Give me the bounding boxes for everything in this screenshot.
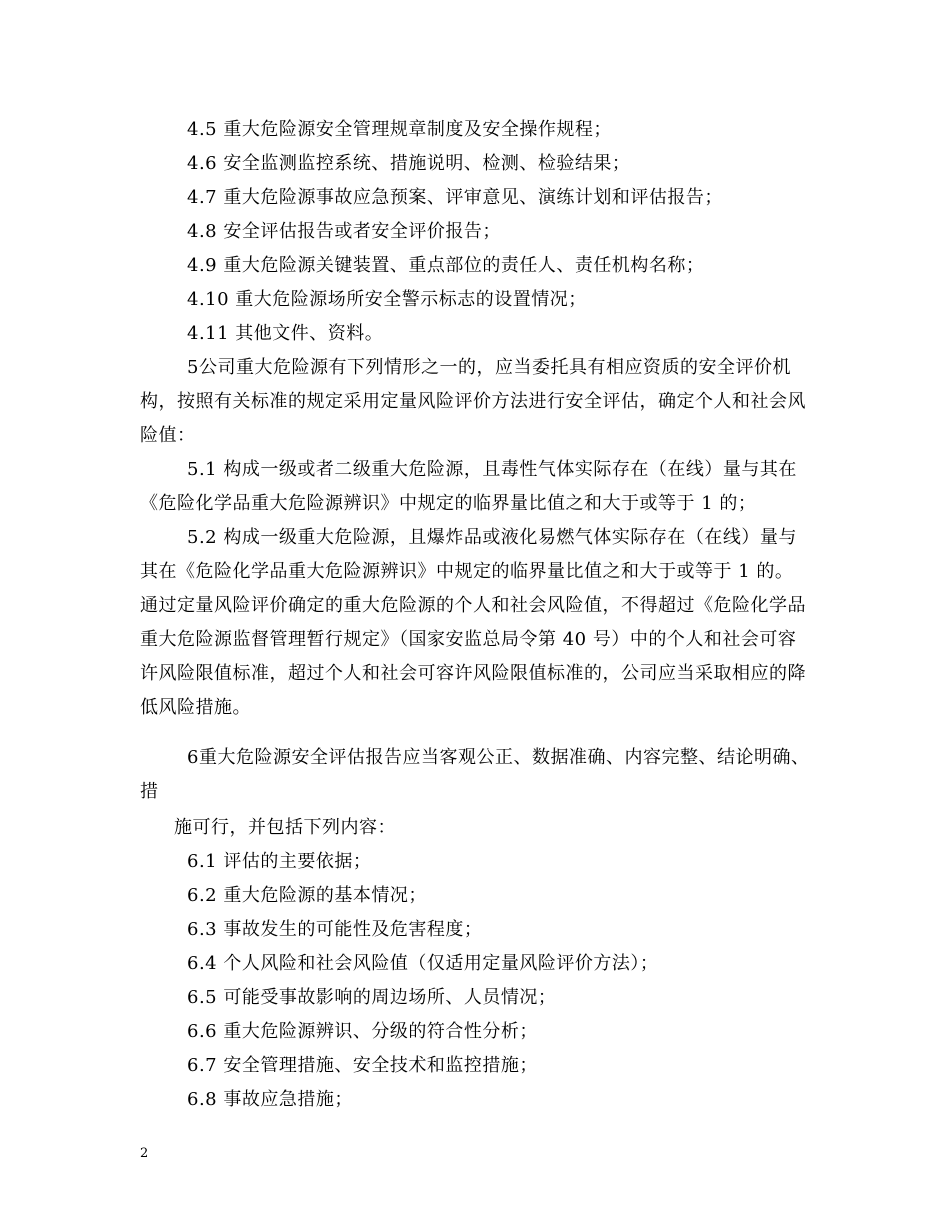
- text-line-5-2-d: 重大危险源监督管理暂行规定》（国家安监总局令第 40 号）中的个人和社会可容: [140, 629, 797, 650]
- text-line-6-5: 6.5 可能受事故影响的周边场所、人员情况；: [187, 987, 557, 1008]
- paragraph-5-line-1: 5公司重大危险源有下列情形之一的，应当委托具有相应资质的安全评价机: [187, 357, 791, 378]
- paragraph-6-line-1: 6重大危险源安全评估报告应当客观公正、数据准确、内容完整、结论明确、: [187, 747, 810, 768]
- text-line-5-1-a: 5.1 构成一级或者二级重大危险源，且毒性气体实际存在（在线）量与其在: [187, 459, 797, 480]
- paragraph-6-line-2: 措: [140, 781, 159, 802]
- text-line-6-7: 6.7 安全管理措施、安全技术和监控措施；: [187, 1055, 538, 1076]
- text-line-6-8: 6.8 事故应急措施；: [187, 1089, 353, 1110]
- text-line-5-2-b: 其在《危险化学品重大危险源辨识》中规定的临界量比值之和大于或等于 1 的。: [140, 561, 794, 582]
- text-line-6-4: 6.4 个人风险和社会风险值（仅适用定量风险评价方法）；: [187, 953, 659, 974]
- text-line-4-10: 4.10 重大危险源场所安全警示标志的设置情况；: [187, 289, 587, 310]
- text-line-5-2-f: 低风险措施。: [140, 697, 251, 718]
- text-line-5-2-e: 许风险限值标准，超过个人和社会可容许风险限值标准的，公司应当采取相应的降: [140, 663, 806, 684]
- text-line-4-5: 4.5 重大危险源安全管理规章制度及安全操作规程；: [187, 119, 612, 140]
- text-line-5-2-c: 通过定量风险评价确定的重大危险源的个人和社会风险值，不得超过《危险化学品: [140, 595, 806, 616]
- text-line-4-9: 4.9 重大危险源关键装置、重点部位的责任人、责任机构名称；: [187, 255, 705, 276]
- text-line-6-2: 6.2 重大危险源的基本情况；: [187, 885, 427, 906]
- paragraph-5-line-2: 构，按照有关标准的规定采用定量风险评价方法进行安全评估，确定个人和社会风: [140, 391, 806, 412]
- text-line-4-8: 4.8 安全评估报告或者安全评价报告；: [187, 221, 501, 242]
- text-line-4-7: 4.7 重大危险源事故应急预案、评审意见、演练计划和评估报告；: [187, 187, 723, 208]
- text-line-6-1: 6.1 评估的主要依据；: [187, 851, 372, 872]
- paragraph-6-line-3: 施可行，并包括下列内容：: [174, 817, 396, 838]
- page-number: 2: [140, 1146, 149, 1161]
- text-line-4-6: 4.6 安全监测监控系统、措施说明、检测、检验结果；: [187, 153, 631, 174]
- text-line-6-3: 6.3 事故发生的可能性及危害程度；: [187, 919, 483, 940]
- text-line-5-1-b: 《危险化学品重大危险源辨识》中规定的临界量比值之和大于或等于 1 的；: [140, 493, 757, 514]
- text-line-4-11: 4.11 其他文件、资料。: [187, 323, 384, 344]
- text-line-6-6: 6.6 重大危险源辨识、分级的符合性分析；: [187, 1021, 538, 1042]
- paragraph-5-line-3: 险值：: [140, 425, 196, 446]
- text-line-5-2-a: 5.2 构成一级重大危险源，且爆炸品或液化易燃气体实际存在（在线）量与: [187, 527, 797, 548]
